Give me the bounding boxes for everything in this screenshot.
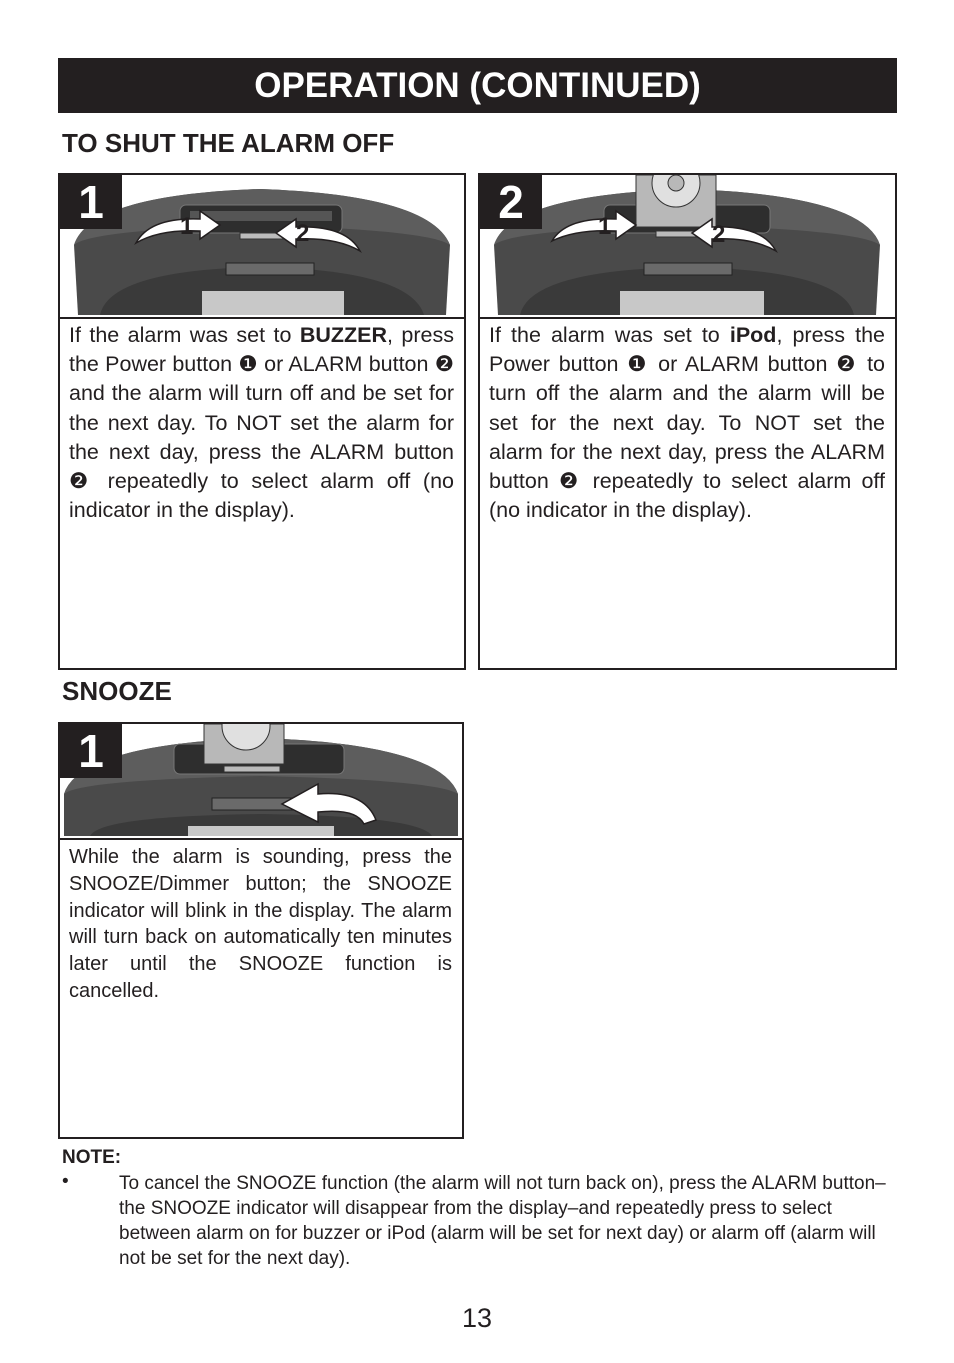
alarm-off-step2-text: If the alarm was set to iPod, press the Power button ❶ or ALARM button ❷ to turn off the alarm and the alarm will be set for the next day. To NOT set the alarm for the next day, press the ALARM button ❷ repeatedly to select alarm off (no indicator in the display). xyxy=(489,323,886,523)
page-header: OPERATION (CONTINUED) xyxy=(58,58,897,113)
note-bullet: • xyxy=(62,1171,69,1192)
alarm-off-step1-text: If the alarm was set to BUZZER, press the Power button ❶ or ALARM button ❷ and the alarm will turn off and be set for the next day. To NOT set the alarm for the next day, press the ALARM button ❷ repeatedly to select alarm off (no indicator in the display). xyxy=(69,323,454,523)
note-text: To cancel the SNOOZE function (the alarm will not turn back on), press the ALARM button–the SNOOZE indicator will disappear from the display–and repeatedly press to select between alarm on for buzzer or iPod (alarm will be set for next day) or alarm off (alarm will not be set for the next day). xyxy=(119,1173,886,1269)
callout-2-label: 2 xyxy=(712,221,726,248)
callout-2-label: 2 xyxy=(296,220,310,247)
device-illustration-buzzer xyxy=(60,175,464,319)
section-title-snooze: SNOOZE xyxy=(62,676,172,706)
snooze-step1-text: While the alarm is sounding, press the SNOOZE/Dimmer button; the SNOOZE indicator will blink in the display. The alarm will turn back on automatically ten minutes later until the SNOOZE function is cancelled. xyxy=(69,846,452,1002)
step-badge: 1 xyxy=(60,724,122,778)
device-illustration-ipod xyxy=(480,175,895,319)
alarm-off-step1-panel xyxy=(58,173,466,670)
page-number: 13 xyxy=(461,1303,493,1333)
note-label: NOTE: xyxy=(62,1147,122,1168)
snooze-step1-panel xyxy=(58,722,464,1139)
step-badge: 1 xyxy=(60,175,122,229)
section-title-alarm-off: TO SHUT THE ALARM OFF xyxy=(62,128,395,158)
device-illustration-snooze xyxy=(60,724,462,840)
callout-1-label: 1 xyxy=(598,213,612,240)
alarm-off-step2-panel xyxy=(478,173,897,670)
step-badge: 2 xyxy=(480,175,542,229)
callout-1-label: 1 xyxy=(180,213,194,240)
